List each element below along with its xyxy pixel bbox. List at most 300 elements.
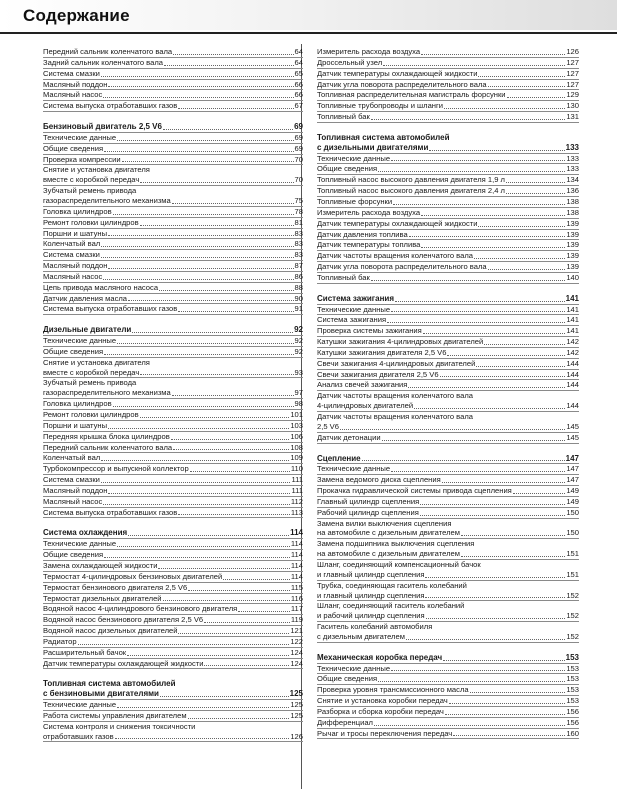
toc-entry[interactable] (317, 380, 579, 391)
toc-entry-title: Технические данные (317, 663, 391, 673)
toc-entry[interactable] (317, 519, 579, 529)
toc-entry[interactable] (317, 412, 579, 422)
dot-leader (172, 203, 294, 204)
dot-leader (478, 226, 565, 227)
toc-entry-title: Поршни и шатуны (43, 420, 108, 430)
dot-leader (115, 738, 290, 739)
toc-entry-title: Коленчатый вал (43, 453, 101, 463)
toc-entry-title: Масляный поддон (43, 485, 108, 495)
toc-page-number: 141 (566, 326, 579, 336)
dot-leader (117, 707, 289, 708)
toc-page-number: 139 (566, 240, 579, 250)
toc-entry[interactable] (43, 572, 303, 583)
toc-entry[interactable] (317, 718, 579, 729)
toc-page-number: 70 (294, 154, 303, 164)
toc-page-number: 127 (566, 68, 579, 78)
dot-leader (104, 557, 290, 558)
toc-entry[interactable] (43, 144, 303, 155)
toc-page-number: 141 (565, 293, 579, 303)
toc-entry[interactable] (317, 337, 579, 348)
toc-entry[interactable] (43, 550, 303, 561)
toc-entry-title: Свечи зажигания 4-цилиндровых двигателей (317, 358, 476, 368)
toc-page-number: 121 (290, 626, 303, 636)
toc-entry[interactable] (317, 175, 579, 186)
dot-leader (140, 374, 293, 375)
toc-entry[interactable] (43, 229, 303, 240)
dot-leader (117, 343, 293, 344)
toc-page-number: 91 (294, 304, 303, 314)
toc-entry[interactable] (317, 632, 579, 643)
toc-entry[interactable] (317, 475, 579, 486)
toc-section-heading[interactable] (43, 689, 303, 700)
dot-leader (178, 633, 289, 634)
toc-entry-title: Датчик частоты вращения коленчатого вала (317, 391, 474, 401)
toc-entry[interactable] (43, 80, 303, 91)
toc-entry-title: Коленчатый вал (43, 239, 101, 249)
header-divider (0, 32, 617, 34)
toc-entry[interactable] (317, 601, 579, 611)
toc-entry[interactable] (317, 208, 579, 219)
toc-entry[interactable] (317, 664, 579, 675)
toc-entry[interactable] (43, 497, 303, 508)
dot-leader (204, 665, 289, 666)
dot-leader (108, 235, 293, 236)
toc-page-number: 64 (294, 47, 303, 56)
dot-leader (461, 556, 565, 557)
toc-page-number: 144 (566, 380, 579, 390)
toc-entry[interactable] (43, 294, 303, 305)
toc-entry[interactable] (43, 475, 303, 486)
toc-entry[interactable] (317, 391, 579, 401)
toc-entry[interactable] (43, 165, 303, 175)
toc-entry[interactable] (317, 422, 579, 433)
toc-page-number: 126 (566, 47, 579, 56)
toc-entry[interactable] (43, 432, 303, 443)
toc-entry[interactable] (43, 594, 303, 605)
toc-entry[interactable] (43, 155, 303, 166)
toc-entry[interactable] (317, 262, 579, 273)
toc-section-heading[interactable] (317, 133, 579, 143)
toc-entry[interactable] (43, 358, 303, 368)
dot-leader (178, 311, 293, 312)
dot-leader (429, 150, 564, 151)
dot-leader (488, 86, 566, 87)
toc-entry[interactable] (43, 539, 303, 550)
toc-entry-title: Система охлаждения (43, 528, 128, 538)
toc-page-number: 83 (294, 228, 303, 238)
toc-entry[interactable] (317, 348, 579, 359)
toc-entry[interactable] (317, 69, 579, 80)
toc-entry-title: Механическая коробка передач (317, 652, 443, 662)
toc-entry-title: Головка цилиндров (43, 399, 112, 409)
toc-entry[interactable] (43, 218, 303, 229)
toc-entry[interactable] (317, 305, 579, 316)
toc-section (317, 454, 579, 643)
toc-entry[interactable] (43, 101, 303, 112)
toc-page-number: 151 (566, 569, 579, 579)
toc-entry[interactable] (43, 239, 303, 250)
dot-leader (440, 376, 566, 377)
toc-entry[interactable] (43, 626, 303, 637)
toc-page-number: 153 (565, 652, 579, 662)
toc-entry[interactable] (43, 615, 303, 626)
toc-entry-title: Система смазки (43, 250, 100, 260)
page-title: Содержание (23, 6, 130, 25)
toc-entry[interactable] (317, 539, 579, 549)
toc-page-number: 114 (290, 539, 303, 549)
toc-entry[interactable] (317, 464, 579, 475)
toc-entry[interactable] (43, 368, 303, 379)
toc-entry-title: Передний сальник коленчатого вала (43, 47, 173, 56)
toc-entry-title: и главный цилиндр сцепления (317, 590, 425, 600)
toc-entry-title: Катушки зажигания двигателя 2,5 V6 (317, 347, 447, 357)
toc-entry-title: Масляный насос (43, 496, 103, 506)
toc-entry-title: Система зажигания (317, 293, 394, 303)
dot-leader (506, 193, 565, 194)
toc-entry[interactable] (43, 711, 303, 722)
toc-page-number: 156 (566, 717, 579, 727)
toc-entry[interactable] (317, 508, 579, 519)
toc-entry[interactable] (43, 583, 303, 594)
toc-page-number: 92 (294, 336, 303, 346)
toc-page-number: 133 (565, 142, 579, 152)
dot-leader (108, 268, 293, 269)
toc-entry-title: и главный цилиндр сцепления (317, 569, 425, 579)
toc-entry[interactable] (317, 197, 579, 208)
toc-entry[interactable] (43, 304, 303, 315)
toc-entry[interactable] (43, 732, 303, 743)
dot-leader (128, 300, 294, 301)
dot-leader (78, 644, 290, 645)
toc-page-number: 90 (294, 293, 303, 303)
dot-leader (117, 140, 293, 141)
toc-entry-title: Проверка уровня трансмиссионного масла (317, 685, 469, 695)
toc-entry[interactable] (43, 186, 303, 196)
toc-entry[interactable] (317, 581, 579, 591)
toc-entry-title: Снятие и установка двигателя (43, 357, 150, 367)
toc-entry-title: Шланг, соединяющий компенсационный бачок (317, 559, 481, 569)
toc-entry-title: Замена подшипника выключения сцепления (317, 539, 475, 549)
dot-leader (173, 54, 293, 55)
toc-entry-title: Датчик угла поворота распределительного вала (317, 79, 487, 89)
toc-entry[interactable] (317, 273, 579, 284)
toc-entry-title: Технические данные (43, 700, 117, 710)
toc-entry[interactable] (43, 272, 303, 283)
toc-entry[interactable] (43, 250, 303, 261)
toc-page-number: 147 (565, 453, 579, 463)
dot-leader (421, 54, 565, 55)
toc-entry-title: Общие сведения (43, 550, 104, 560)
toc-entry-title: Головка цилиндров (43, 206, 112, 216)
toc-entry[interactable] (317, 90, 579, 101)
toc-page-number: 101 (290, 410, 303, 419)
toc-section-heading[interactable] (317, 454, 579, 465)
toc-entry-title: 2,5 V6 (317, 421, 339, 431)
toc-entry[interactable] (317, 47, 579, 58)
dot-leader (117, 546, 290, 547)
toc-entry-title: Сцепление (317, 453, 361, 463)
toc-page-number: 111 (291, 485, 303, 495)
toc-entry[interactable] (43, 464, 303, 475)
toc-entry[interactable] (317, 486, 579, 497)
toc-entry-title: газораспределительного механизма (43, 195, 171, 205)
toc-section-heading[interactable] (317, 653, 579, 664)
toc-page-number: 75 (294, 195, 303, 205)
toc-entry-title: Топливный насос высокого давления двигателя 2,4 л (317, 186, 505, 196)
toc-entry[interactable] (317, 219, 579, 230)
toc-page-number: 138 (566, 196, 579, 206)
toc-page-number: 125 (290, 710, 303, 720)
dot-leader (132, 332, 293, 333)
toc-section (317, 294, 579, 444)
toc-entry[interactable] (43, 486, 303, 497)
toc-section (43, 47, 303, 112)
toc-entry[interactable] (43, 336, 303, 347)
toc-page-number: 114 (290, 528, 303, 538)
dot-leader (476, 366, 565, 367)
toc-entry-title: Проверка компрессии (43, 154, 121, 164)
toc-entry[interactable] (317, 101, 579, 112)
toc-page-number: 139 (566, 251, 579, 261)
toc-entry-title: Датчик давления топлива (317, 229, 408, 239)
toc-entry-title: Система смазки (43, 68, 100, 78)
toc-entry-title: Передний сальник коленчатого вала (43, 442, 173, 452)
toc-entry[interactable] (317, 230, 579, 241)
toc-entry-title: Общие сведения (317, 164, 378, 174)
toc-section (317, 653, 579, 740)
toc-section-heading[interactable] (317, 143, 579, 154)
dot-leader (378, 171, 565, 172)
toc-entry[interactable] (43, 604, 303, 615)
toc-page-number: 83 (294, 239, 303, 249)
toc-entry-title: с дизельным двигателем (317, 631, 405, 641)
dot-leader (488, 269, 566, 270)
toc-entry[interactable] (317, 570, 579, 581)
toc-entry[interactable] (43, 388, 303, 399)
dot-leader (393, 204, 565, 205)
dot-leader (445, 714, 565, 715)
toc-entry[interactable] (43, 378, 303, 388)
dot-leader (128, 535, 289, 536)
toc-entry[interactable] (317, 622, 579, 632)
dot-leader (101, 246, 293, 247)
dot-leader (506, 182, 565, 183)
toc-entry[interactable] (317, 549, 579, 560)
toc-entry[interactable] (317, 707, 579, 718)
toc-entry[interactable] (317, 591, 579, 602)
toc-entry[interactable] (43, 722, 303, 732)
toc-entry-title: Снятие и установка коробки передач (317, 696, 448, 706)
dot-leader (484, 344, 565, 345)
toc-entry[interactable] (317, 326, 579, 337)
toc-entry[interactable] (43, 637, 303, 648)
toc-page-number: 141 (566, 315, 579, 325)
toc-entry-title: 4-цилиндровых двигателей (317, 401, 414, 411)
toc-entry[interactable] (317, 58, 579, 69)
toc-page-number: 139 (566, 229, 579, 239)
toc-page-number: 114 (290, 560, 303, 570)
toc-entry[interactable] (317, 685, 579, 696)
toc-entry-title: Турбокомпрессор и выпускной коллектор (43, 464, 189, 474)
toc-section (43, 528, 303, 669)
toc-entry-title: Система выпуска отработавших газов (43, 304, 178, 314)
toc-entry-title: Дизельные двигатели (43, 325, 132, 335)
toc-page-number: 153 (566, 696, 579, 706)
toc-entry[interactable] (317, 154, 579, 165)
toc-page-number: 145 (566, 421, 579, 431)
dot-leader (340, 429, 565, 430)
toc-entry-title: Водяной насос дизельных двигателей (43, 626, 178, 636)
toc-entry-title: Расширительный бачок (43, 647, 127, 657)
toc-page-number: 69 (294, 122, 303, 132)
toc-page-number: 98 (294, 399, 303, 409)
toc-entry[interactable] (43, 196, 303, 207)
toc-entry-title: Трубка, соединяющая гаситель колебаний (317, 580, 467, 590)
toc-entry[interactable] (43, 90, 303, 101)
toc-page-number: 126 (290, 731, 303, 741)
dot-leader (442, 482, 566, 483)
toc-entry[interactable] (317, 528, 579, 539)
toc-entry[interactable] (43, 47, 303, 58)
toc-entry[interactable] (43, 133, 303, 144)
toc-page-number: 119 (290, 615, 303, 625)
dot-leader (391, 311, 565, 312)
toc-page-number: 127 (566, 79, 579, 89)
toc-entry[interactable] (43, 453, 303, 464)
toc-entry-title: Бензиновый двигатель 2,5 V6 (43, 122, 162, 132)
toc-entry[interactable] (317, 433, 579, 444)
toc-entry[interactable] (317, 164, 579, 175)
dot-leader (513, 493, 566, 494)
toc-entry-title: Датчик температуры топлива (317, 240, 421, 250)
toc-entry-title: Водяной насос бензинового двигателя 2,5 V6 (43, 615, 204, 625)
toc-page-number: 112 (290, 496, 303, 506)
toc-entry[interactable] (317, 729, 579, 740)
toc-entry[interactable] (43, 648, 303, 659)
dot-leader (164, 65, 294, 66)
toc-entry[interactable] (317, 370, 579, 381)
dot-leader (140, 417, 290, 418)
dot-leader (447, 355, 565, 356)
dot-leader (391, 670, 565, 671)
page-header (0, 0, 617, 36)
toc-entry-title: Датчик частоты вращения коленчатого вала (317, 412, 474, 421)
toc-entry[interactable] (317, 696, 579, 707)
toc-page-number: 150 (566, 507, 579, 517)
toc-entry-title: Снятие и установка двигателя (43, 165, 150, 175)
toc-page-number: 153 (566, 663, 579, 673)
toc-entry[interactable] (43, 659, 303, 670)
toc-page-number: 86 (294, 271, 303, 281)
toc-entry[interactable] (43, 700, 303, 711)
dot-leader (453, 735, 565, 736)
dot-leader (108, 86, 293, 87)
toc-entry[interactable] (43, 421, 303, 432)
dot-leader (104, 354, 293, 355)
toc-section-heading[interactable] (43, 122, 303, 133)
toc-entry[interactable] (317, 315, 579, 326)
toc-entry[interactable] (317, 674, 579, 685)
dot-leader (103, 97, 293, 98)
toc-section-heading[interactable] (317, 294, 579, 305)
dot-leader (238, 611, 290, 612)
toc-entry[interactable] (317, 401, 579, 412)
toc-entry[interactable] (317, 80, 579, 91)
dot-leader (444, 108, 565, 109)
dot-leader (172, 395, 294, 396)
toc-entry-title: Топливные форсунки (317, 196, 393, 206)
toc-page-number: 152 (566, 590, 579, 600)
toc-entry[interactable] (43, 443, 303, 454)
toc-entry[interactable] (43, 508, 303, 519)
toc-page-number: 129 (566, 90, 579, 100)
dot-leader (449, 703, 566, 704)
toc-entry-title: Датчик температуры охлаждающей жидкости (43, 658, 204, 668)
toc-entry[interactable] (317, 359, 579, 370)
toc-entry[interactable] (43, 58, 303, 69)
toc-entry-title: Датчик угла поворота распределительного вала (317, 262, 487, 272)
toc-entry-title: на автомобиле с дизельным двигателем (317, 528, 460, 538)
toc-entry-title: с бензиновыми двигателями (43, 689, 159, 699)
toc-column-right (317, 47, 579, 749)
toc-entry[interactable] (43, 261, 303, 272)
toc-entry[interactable] (317, 112, 579, 123)
toc-page-number: 149 (566, 486, 579, 496)
dot-leader (160, 696, 289, 697)
toc-page-number: 66 (294, 79, 303, 89)
toc-entry[interactable] (43, 399, 303, 410)
dot-leader (374, 725, 565, 726)
toc-page-number: 69 (294, 132, 303, 142)
toc-page-number: 108 (290, 442, 303, 452)
toc-entry[interactable] (43, 561, 303, 572)
toc-entry-title: Технические данные (317, 153, 391, 163)
toc-entry-title: Передняя крышка блока цилиндров (43, 431, 170, 441)
toc-page-number: 139 (566, 218, 579, 228)
dot-leader (171, 439, 290, 440)
toc-entry-title: Замена ведомого диска сцепления (317, 475, 441, 485)
toc-entry[interactable] (317, 497, 579, 508)
toc-entry-title: Технические данные (43, 539, 117, 549)
toc-entry[interactable] (317, 186, 579, 197)
toc-entry[interactable] (43, 283, 303, 294)
toc-entry-title: Система зажигания (317, 315, 387, 325)
toc-section-heading[interactable] (43, 325, 303, 336)
toc-entry-title: Масляный поддон (43, 79, 108, 89)
toc-entry[interactable] (43, 347, 303, 358)
dot-leader (414, 408, 565, 409)
toc-page-number: 144 (566, 369, 579, 379)
toc-entry-title: Проверка системы зажигания (317, 326, 422, 336)
dot-leader (188, 590, 290, 591)
toc-entry[interactable] (43, 175, 303, 186)
toc-entry[interactable] (317, 251, 579, 262)
toc-section-heading[interactable] (43, 679, 303, 689)
toc-entry[interactable] (43, 410, 303, 421)
dot-leader (127, 655, 289, 656)
toc-section-heading[interactable] (43, 528, 303, 539)
toc-entry[interactable] (43, 207, 303, 218)
toc-entry[interactable] (317, 611, 579, 622)
toc-page-number: 147 (566, 475, 579, 485)
toc-entry-title: Замена вилки выключения сцепления (317, 518, 452, 528)
toc-entry[interactable] (317, 240, 579, 251)
toc-entry-title: Измеритель расхода воздуха (317, 47, 421, 56)
toc-entry-title: Масляный насос (43, 271, 103, 281)
toc-page-number: 131 (566, 112, 579, 122)
toc-entry[interactable] (317, 560, 579, 570)
toc-entry[interactable] (43, 69, 303, 80)
